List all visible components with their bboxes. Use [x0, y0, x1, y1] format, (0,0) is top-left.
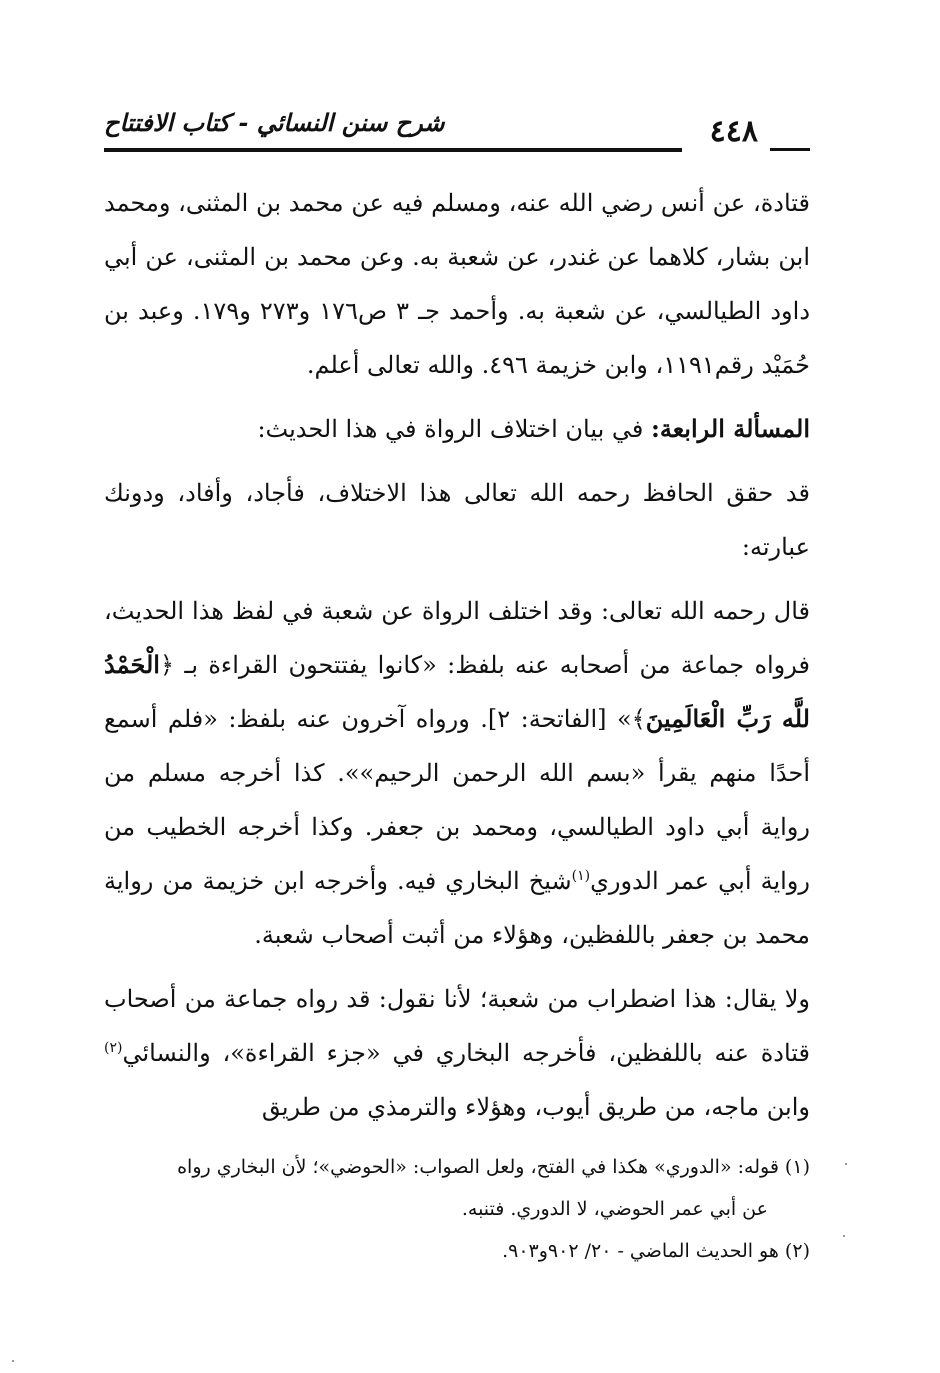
quran-verse: الْحَمْدُ للَّه رَبِّ الْعَالَمِينَ	[104, 650, 810, 733]
section-heading: المسألة الرابعة:	[651, 414, 810, 443]
scan-speck	[843, 1235, 845, 1237]
paragraph-4	[104, 584, 810, 962]
running-title: شرح سنن النسائي - كتاب الافتتاح	[104, 108, 445, 137]
main-text	[104, 176, 810, 1134]
page-header	[104, 108, 810, 158]
footnotes	[104, 1146, 810, 1272]
section-heading-rest: في بيان اختلاف الرواة في هذا الحديث:	[257, 415, 651, 443]
footnote-2: (٢) هو الحديث الماضي - ٢٠/ ٩٠٢و٩٠٣.	[502, 1240, 810, 1262]
paragraph-5	[104, 972, 810, 1134]
header-dash	[770, 148, 810, 151]
paragraph-4-part-c: شيخ البخاري فيه. وأخرجه ابن خزيمة من رواية محمد بن جعفر باللفظين، وهؤلاء من أثبت أصحاب شعبة.	[104, 867, 810, 949]
paragraph-4-part-a: قال رحمه الله تعالى: وقد اختلف الرواة عن شعبة في لفظ هذا الحديث، فرواه جماعة من أصحابه عنه بلفظ: «كانوا يفتتحون القراءة بـ ﴿	[104, 597, 810, 679]
scan-speck	[845, 1163, 847, 1165]
paragraph-2	[104, 402, 810, 456]
footnote-ref-2[interactable]: (٢)	[104, 1040, 123, 1056]
scan-speck	[12, 1360, 14, 1362]
footnote-ref-1[interactable]: (١)	[571, 868, 591, 884]
footnote-1: (١) قوله: «الدوري» هكذا في الفتح، ولعل الصواب: «الحوضي»؛ لأن البخاري رواه	[177, 1156, 810, 1178]
paragraph-3: قد حقق الحافظ رحمه الله تعالى هذا الاختلاف، فأجاد، وأفاد، ودونك عبارته:	[104, 479, 810, 561]
paragraph-1: قتادة، عن أنس رضي الله عنه، ومسلم فيه عن محمد بن المثنى، ومحمد ابن بشار، كلاهما عن غندر، عن شعبة به. وعن محمد بن المثنى، عن أبي داود الطيالسي، عن شعبة به. وأحمد جـ ٣ ص١٧٦ و٢٧٣ و١٧٩. وعبد بن حُمَيْد رقم١١٩١، وابن خزيمة ٤٩٦. والله تعالى أعلم.	[104, 189, 811, 379]
paragraph-4-part-b: ﴾» [الفاتحة: ٢]. ورواه آخرون عنه بلفظ: «فلم أسمع أحدًا منهم يقرأ «بسم الله الرحمن الرحيم»». كذا أخرجه مسلم من رواية أبي داود الطيالسي، ومحمد بن جعفر. وكذا أخرجه الخطيب من رواية أبي عمر الدوري	[104, 705, 810, 895]
footnote-1-continued: عن أبي عمر الحوضي، لا الدوري. فتنبه.	[461, 1198, 768, 1220]
paragraph-5-part-b: وابن ماجه، من طريق أيوب، وهؤلاء والترمذي من طريق	[261, 1093, 810, 1121]
page-number: ٤٤٨	[709, 114, 758, 149]
paragraph-5-part-a: ولا يقال: هذا اضطراب من شعبة؛ لأنا نقول: قد رواه جماعة من أصحاب قتادة عنه باللفظين، فأخرجه البخاري في «جزء القراءة»، والنسائي	[104, 985, 810, 1067]
header-rule	[104, 148, 682, 152]
